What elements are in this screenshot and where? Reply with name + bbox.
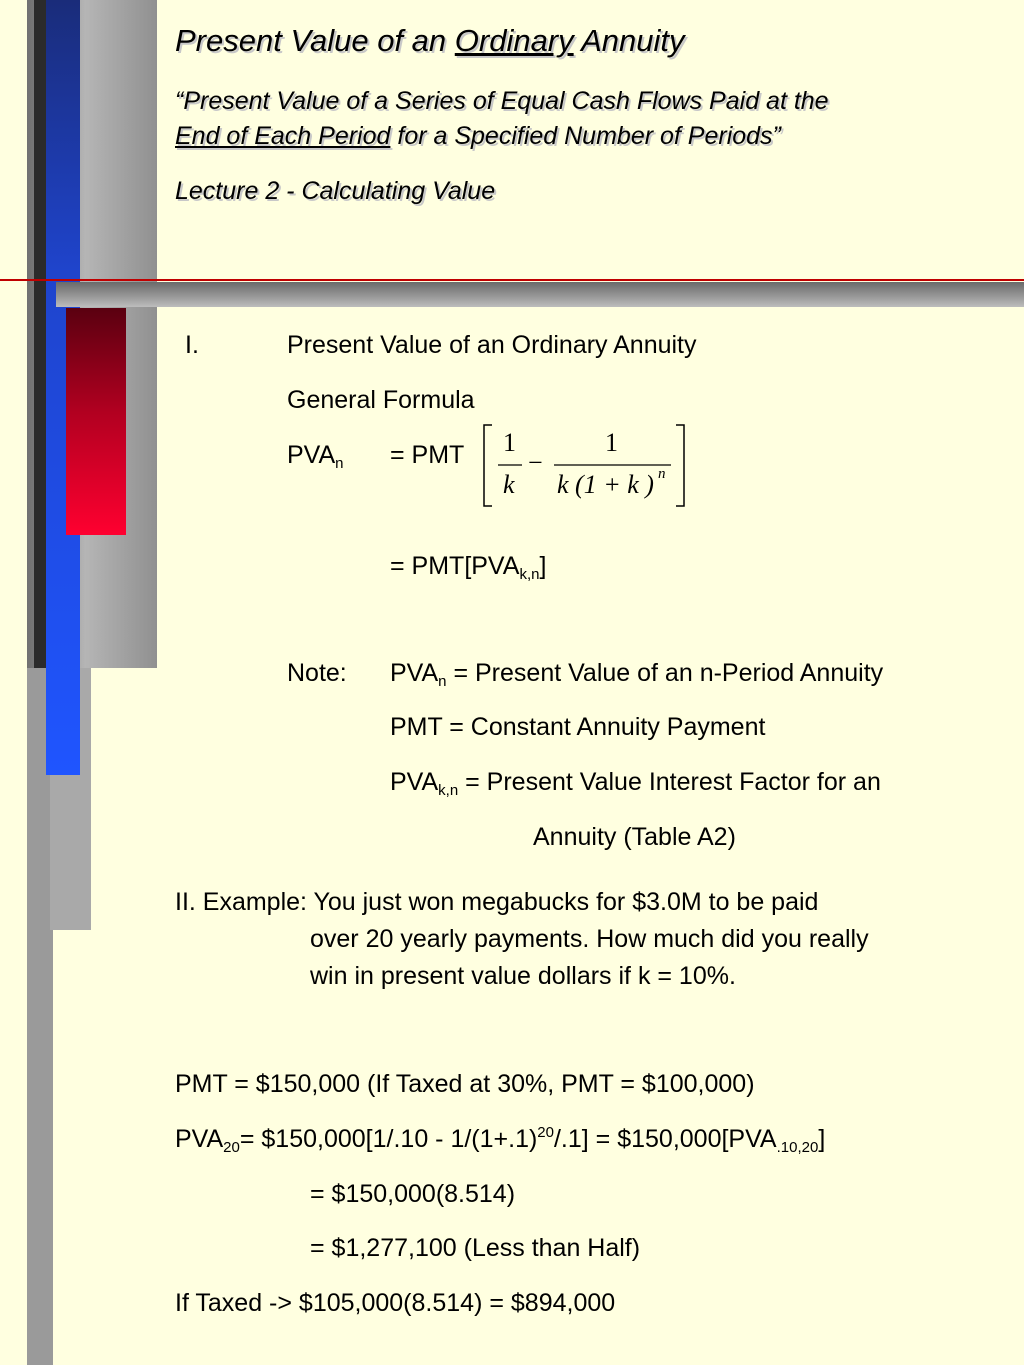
example-line-3: win in present value dollars if k = 10%. (310, 962, 736, 990)
annuity-formula (481, 424, 687, 508)
slide-subtitle (175, 84, 829, 154)
fraction2-numerator: 1 (605, 428, 618, 457)
fraction2-denominator: k (1 + k ) (557, 470, 654, 499)
pva-n-symbol: $PVA_n$ (287, 441, 344, 472)
decorative-dark-strip (34, 0, 46, 668)
header-divider-gray (56, 282, 1024, 307)
decorative-red-bar (66, 308, 126, 535)
lecture-label: Lecture 2 - Calculating Value (175, 177, 496, 205)
note-label: Note: (287, 659, 347, 687)
result-line-2: = $1,277,100 (Less than Half) (310, 1234, 641, 1262)
section-heading-1: Present Value of an Ordinary Annuity (287, 331, 697, 359)
equals-pmt-pva-factor: = $PMT[PVA_{k,n}]$ (390, 552, 547, 583)
example-line-1: II. Example: You just won megabucks for $3.0M to be paid (175, 888, 819, 916)
note-pva-kn-definition-cont: Annuity (Table A2) (533, 823, 736, 851)
fraction1-numerator: 1 (503, 428, 516, 457)
slide-title: Present Value of an Ordinary Annuity (175, 23, 685, 58)
note-pva-n-definition: $PVA_n$ = Present Value of an n-Period Annuity (390, 659, 884, 690)
result-line-1: = $150,000(8.514) (310, 1180, 516, 1208)
pva20-calculation: $PVA_{20}=$ $150,000[1/.10 - $1/(1+.1)^{20}/.1$] = $\$150,000[PVA_{.10,20}]$ (175, 1124, 826, 1156)
taxed-line: If Taxed -> $105,000(8.514) = $894,000 (175, 1289, 616, 1317)
minus-sign: − (528, 448, 543, 477)
example-line-2: over 20 yearly payments. How much did you really (310, 925, 869, 953)
subtitle-line-2: End of Each Period for a Specified Number of Periods” (175, 122, 781, 150)
fraction1-denominator: k (503, 470, 515, 499)
note-pva-kn-definition: $PVA_{k,n}$ = Present Value Interest Factor for an (390, 768, 881, 799)
header-divider-red (0, 279, 1024, 281)
section-numeral-1: I. (185, 331, 199, 359)
subtitle-line-1: “Present Value of a Series of Equal Cash Flows Paid at the (175, 87, 829, 115)
fraction2-exponent: n (658, 466, 666, 482)
general-formula-label: General Formula (287, 386, 475, 414)
pmt-line: PMT = $150,000 (If Taxed at 30%, PMT = $100,000) (175, 1070, 755, 1098)
equals-pmt: = PMT (390, 441, 465, 469)
note-pmt-definition: PMT = Constant Annuity Payment (390, 713, 766, 741)
